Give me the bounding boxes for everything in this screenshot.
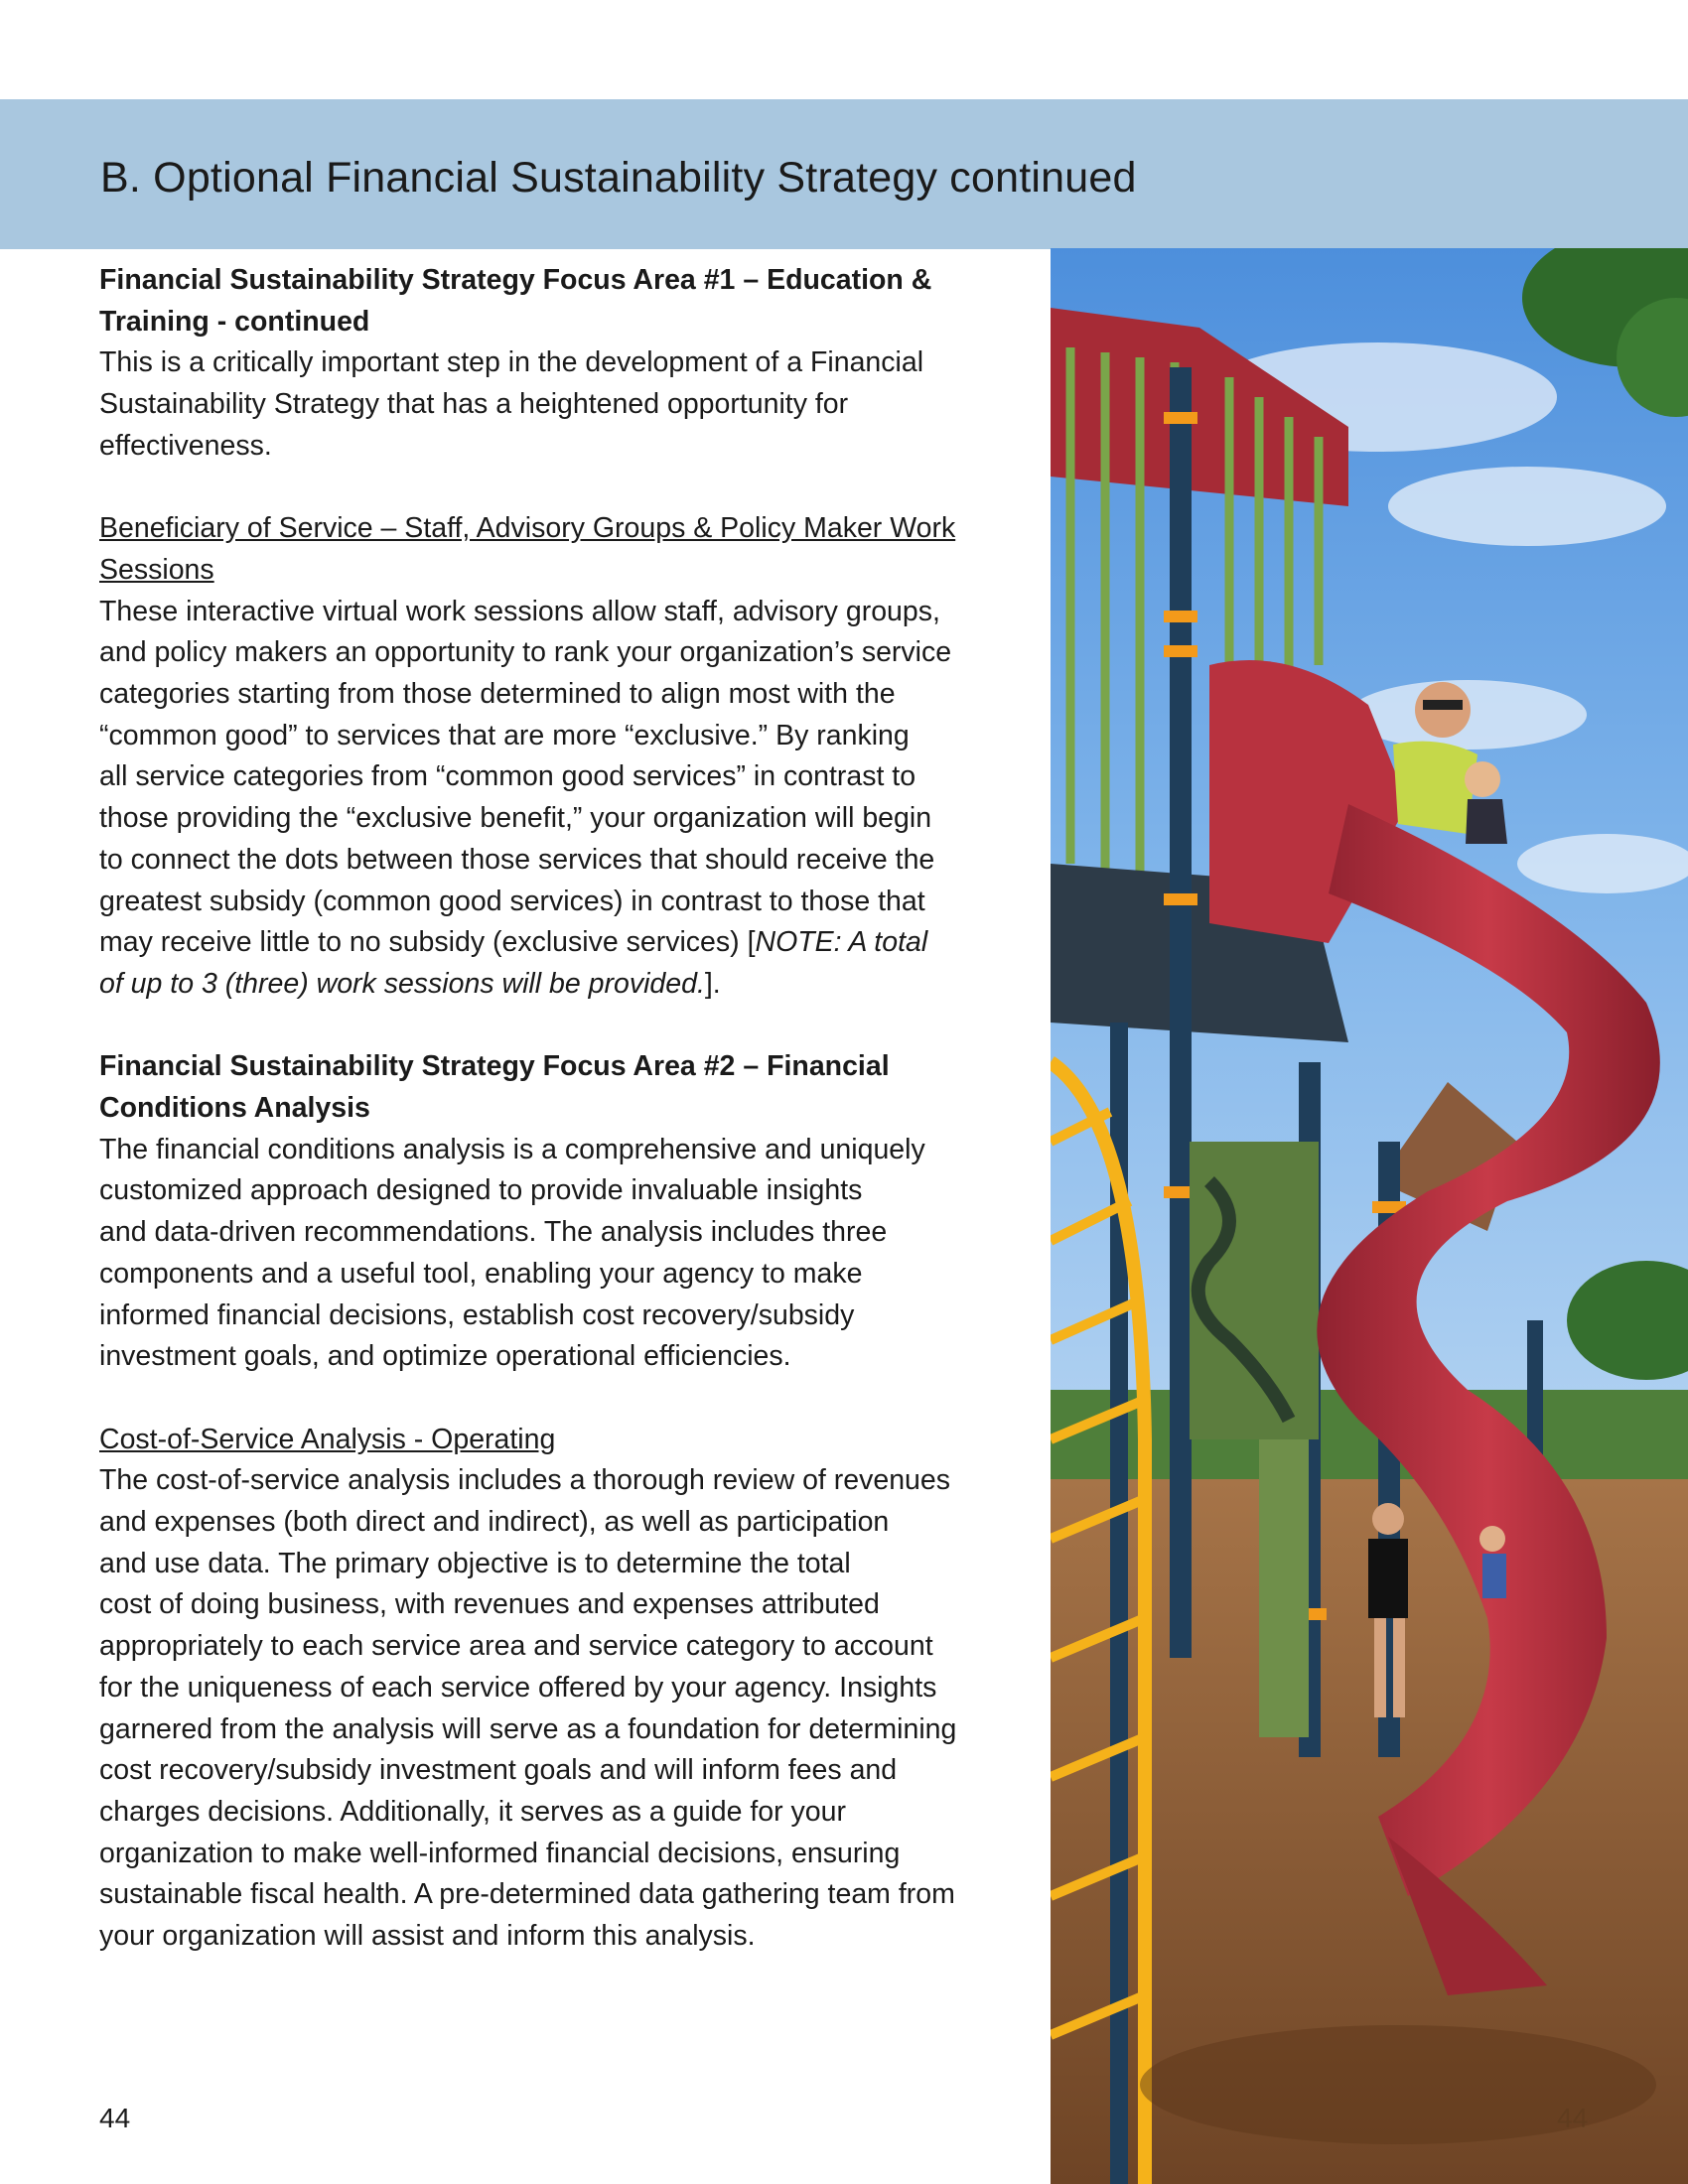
body-line: The financial conditions analysis is a comprehensive and uniquely — [99, 1133, 925, 1165]
body-line: to connect the dots between those services that should receive the — [99, 843, 935, 876]
cost-of-service-section — [99, 1420, 1023, 1958]
body-line: “common good” to services that are more “exclusive.” By ranking — [99, 719, 910, 751]
body-line: cost of doing business, with revenues and expenses attributed — [99, 1588, 880, 1621]
main-content — [99, 260, 1023, 1958]
body-line: greatest subsidy (common good services) in contrast to those that — [99, 885, 925, 917]
body-line: those providing the “exclusive benefit,” your organization will begin — [99, 802, 932, 835]
body-line: categories starting from those determined to align most with the — [99, 678, 896, 711]
note-text: NOTE: A total — [755, 926, 928, 959]
beneficiary-subheading: Beneficiary of Service – Staff, Advisory Groups & Policy Maker Work — [99, 512, 956, 545]
body-line: customized approach designed to provide invaluable insights — [99, 1174, 863, 1207]
body-line: effectiveness. — [99, 429, 272, 462]
focus-area-1-heading-cont: Training - continued — [99, 305, 370, 338]
beneficiary-section — [99, 508, 1023, 1005]
body-line: Sustainability Strategy that has a heightened opportunity for — [99, 388, 849, 421]
body-line: components and a useful tool, enabling your agency to make — [99, 1257, 863, 1290]
body-line: informed financial decisions, establish cost recovery/subsidy — [99, 1298, 855, 1331]
body-line: organization to make well-informed financial decisions, ensuring — [99, 1837, 901, 1869]
body-line: These interactive virtual work sessions allow staff, advisory groups, — [99, 595, 940, 627]
body-line — [99, 922, 1023, 964]
page-title: B. Optional Financial Sustainability Strategy continued — [100, 154, 1137, 202]
beneficiary-subheading-cont: Sessions — [99, 553, 214, 586]
body-line: and expenses (both direct and indirect), as well as participation — [99, 1506, 890, 1539]
body-line: charges decisions. Additionally, it serves as a guide for your — [99, 1795, 846, 1828]
body-text: may receive little to no subsidy (exclusive services) [ — [99, 926, 756, 959]
note-text: of up to 3 (three) work sessions will be provided. — [99, 967, 705, 1000]
body-line: This is a critically important step in the development of a Financial — [99, 346, 924, 379]
body-line: for the uniqueness of each service offered by your agency. Insights — [99, 1671, 937, 1704]
page-number-ghost: 44 — [1557, 2103, 1589, 2133]
focus-area-1-section — [99, 260, 1023, 468]
body-line: sustainable fiscal health. A pre-determined data gathering team from — [99, 1878, 955, 1911]
body-line: and use data. The primary objective is to determine the total — [99, 1547, 851, 1579]
body-line: appropriately to each service area and service category to account — [99, 1630, 933, 1663]
body-line: cost recovery/subsidy investment goals and will inform fees and — [99, 1754, 898, 1787]
body-line: The cost-of-service analysis includes a thorough review of revenues — [99, 1464, 951, 1497]
focus-area-2-heading-cont: Conditions Analysis — [99, 1092, 370, 1125]
body-line: your organization will assist and inform this analysis. — [99, 1920, 756, 1953]
focus-area-2-heading: Financial Sustainability Strategy Focus Area #2 – Financial — [99, 1050, 890, 1083]
body-line: garnered from the analysis will serve as a foundation for determining — [99, 1712, 957, 1745]
focus-area-2-section — [99, 1046, 1023, 1378]
playground-photo — [1051, 248, 1688, 2184]
body-line — [99, 964, 1023, 1006]
body-line: and data-driven recommendations. The analysis includes three — [99, 1216, 888, 1249]
body-line: all service categories from “common good services” in contrast to — [99, 760, 916, 793]
focus-area-1-heading: Financial Sustainability Strategy Focus Area #1 – Education & — [99, 264, 932, 296]
body-line: and policy makers an opportunity to rank your organization’s service — [99, 636, 952, 669]
body-line: investment goals, and optimize operational efficiencies. — [99, 1340, 791, 1373]
page-number: 44 — [99, 2103, 131, 2133]
body-text: ]. — [704, 967, 721, 1000]
cost-of-service-subheading: Cost-of-Service Analysis - Operating — [99, 1423, 556, 1455]
